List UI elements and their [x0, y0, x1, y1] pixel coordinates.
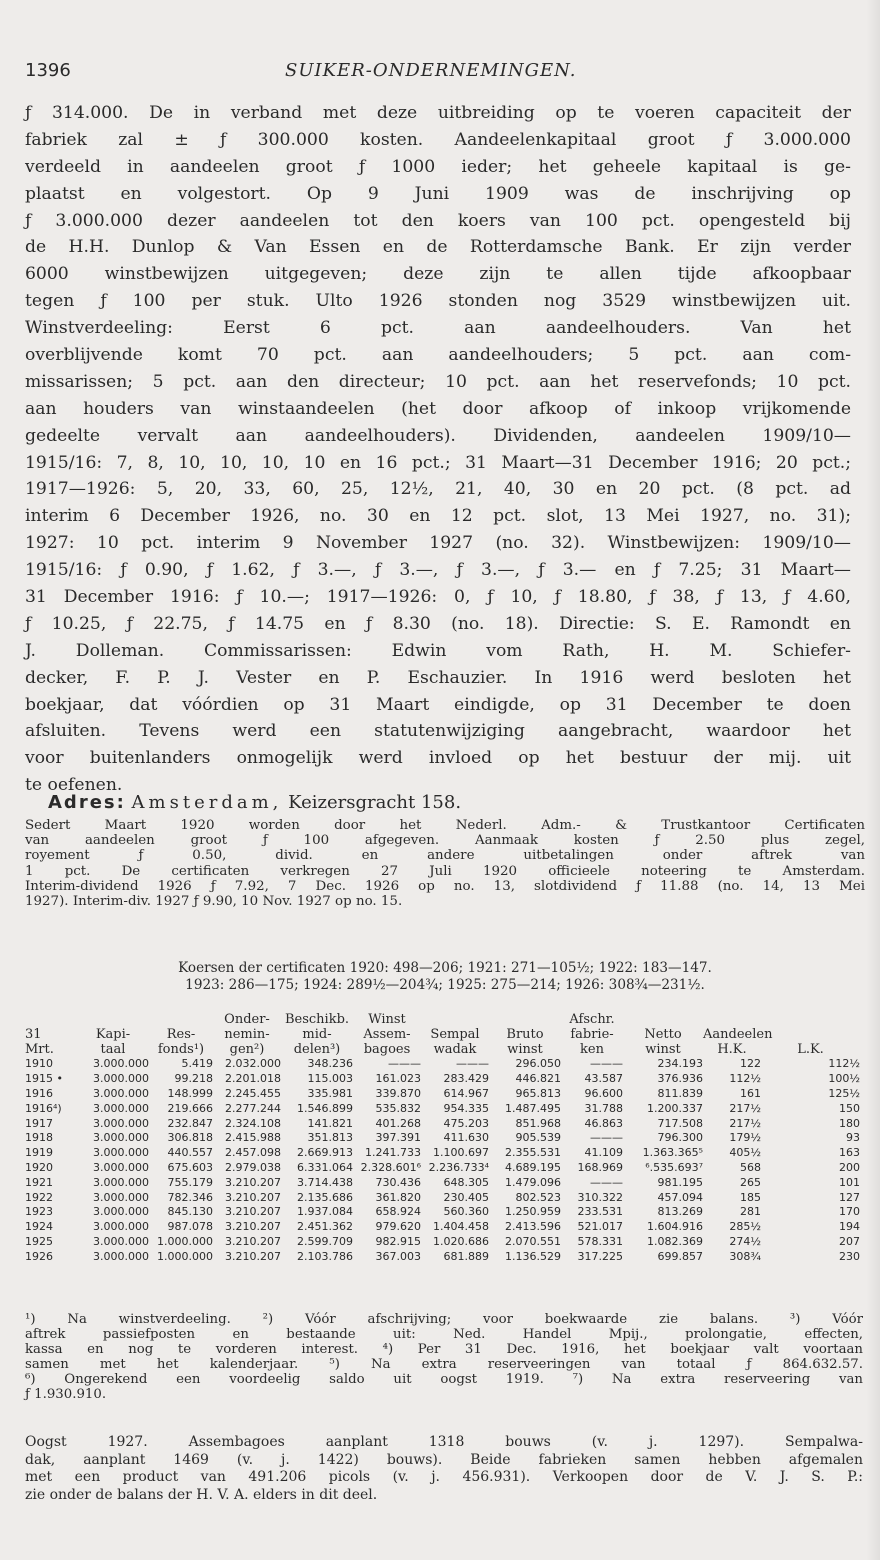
- table-cell: 2.245.455: [225, 1086, 281, 1100]
- table-cell: 1.937.084: [297, 1205, 353, 1219]
- table-cell: 755.179: [167, 1175, 213, 1189]
- table-cell: 401.268: [375, 1116, 421, 1130]
- table-cell: 41.109: [584, 1146, 623, 1160]
- text-line: Sedert Maart 1920 worden door het Nederl. Adm.- & Trustkantoor Certificaten: [25, 818, 865, 833]
- table-cell: 274½: [729, 1234, 761, 1248]
- table-cell: 141.821: [307, 1116, 353, 1130]
- table-cell: 2.103.786: [297, 1249, 353, 1263]
- column-header: Mrt.: [25, 1041, 54, 1057]
- table-cell: 578.331: [577, 1234, 623, 1248]
- table-cell: 802.523: [515, 1190, 561, 1204]
- table-cell: 3.210.207: [225, 1205, 281, 1219]
- table-cell: 180: [839, 1116, 860, 1130]
- table-cell: 905.539: [515, 1131, 561, 1145]
- column-header: fabrie-: [570, 1026, 614, 1042]
- table-cell: 351.813: [307, 1131, 353, 1145]
- table-cell: 283.429: [443, 1072, 489, 1086]
- table-cell: 699.857: [657, 1249, 703, 1263]
- table-cell: 2.979.038: [225, 1160, 281, 1174]
- column-header: [77, 1013, 149, 1028]
- table-cell: 1.363.365⁵: [642, 1146, 703, 1160]
- table-cell: 335.981: [307, 1086, 353, 1100]
- text-line: decker, F. P. J. Vester en P. Eschauzier. In 1916 werd besloten het: [25, 667, 851, 688]
- column-header: Bruto: [506, 1026, 544, 1042]
- table-cell: 2.669.913: [297, 1146, 353, 1160]
- row-year: 1925: [25, 1234, 53, 1248]
- table-cell: 982.915: [375, 1234, 421, 1248]
- table-row: [25, 1235, 860, 1250]
- table-cell: 3.000.000: [93, 1072, 149, 1086]
- table-cell: 560.360: [443, 1205, 489, 1219]
- table-row: [25, 1102, 860, 1117]
- text-line: gedeelte vervalt aan aandeelhouders). Dividenden, aandeelen 1909/10—: [25, 425, 851, 446]
- table-cell: 348.236: [307, 1057, 353, 1071]
- table-cell: 1.082.369: [647, 1234, 703, 1248]
- table-row: [25, 1161, 860, 1176]
- row-year: 1915 •: [25, 1072, 63, 1086]
- row-year: 1923: [25, 1205, 53, 1219]
- column-header: L.K.: [797, 1041, 824, 1057]
- table-cell: 3.210.207: [225, 1175, 281, 1189]
- column-header: Aandeelen: [703, 1026, 773, 1042]
- table-cell: 3.000.000: [93, 1249, 149, 1263]
- table-cell: 43.587: [584, 1072, 623, 1086]
- footnote-line: ¹) Na winstverdeeling. ²) Vóór afschrijving; voor boekwaarde zie balans. ³) Vóór: [25, 1312, 863, 1327]
- text-line: verdeeld in aandeelen groot ƒ 1000 ieder; het geheele kapitaal is ge-: [25, 156, 851, 177]
- table-body: [25, 1057, 860, 1264]
- column-header: Sempal: [430, 1026, 480, 1042]
- column-header: fonds¹): [157, 1041, 205, 1057]
- column-header: H.K.: [717, 1041, 747, 1057]
- column-header: [761, 1028, 860, 1043]
- table-cell: 150: [839, 1101, 860, 1115]
- row-year: 1917: [25, 1116, 53, 1130]
- page-number: 1396: [25, 60, 71, 81]
- column-header: bagoes: [363, 1041, 411, 1057]
- column-header: Beschikb.: [284, 1012, 350, 1027]
- column-header: [623, 1013, 703, 1028]
- table-row: [25, 1087, 860, 1102]
- table-row: [25, 1057, 860, 1072]
- table-row: [25, 1220, 860, 1235]
- table-cell: 3.714.438: [297, 1175, 353, 1189]
- table-header-row: [25, 1043, 860, 1058]
- table-row: [25, 1250, 860, 1265]
- table-cell: 161.023: [375, 1072, 421, 1086]
- table-cell: 568: [740, 1160, 761, 1174]
- table-cell: 614.967: [443, 1086, 489, 1100]
- text-line: zie onder de balans der H. V. A. elders in dit deel.: [25, 1486, 378, 1503]
- table-cell: 308¾: [729, 1249, 761, 1263]
- table-cell: 265: [740, 1175, 761, 1189]
- address-line: [48, 792, 461, 813]
- table-cell: 194: [839, 1220, 860, 1234]
- column-header: nemin-: [224, 1026, 270, 1042]
- text-line: ƒ 3.000.000 dezer aandeelen tot den koers van 100 pct. opengesteld bij: [25, 210, 851, 231]
- row-year: 1918: [25, 1131, 53, 1145]
- table-header-row: [25, 1028, 860, 1043]
- table-cell: 101: [839, 1175, 860, 1189]
- address-city: Amsterdam,: [131, 792, 283, 813]
- row-year: 1921: [25, 1175, 53, 1189]
- quotations-paragraph: [25, 960, 865, 994]
- table-cell: 46.863: [584, 1116, 623, 1130]
- column-header: winst: [645, 1041, 681, 1057]
- row-year: 1919: [25, 1146, 53, 1160]
- table-cell: 457.094: [657, 1190, 703, 1204]
- text-line: met een product van 491.206 picols (v. j. 456.931). Verkoopen door de V. J. S. P.:: [25, 1469, 863, 1485]
- text-line: tegen ƒ 100 per stuk. Ulto 1926 stonden nog 3529 winstbewijzen uit.: [25, 291, 851, 312]
- table-cell: 2.201.018: [225, 1072, 281, 1086]
- table-cell: 2.135.686: [297, 1190, 353, 1204]
- text-line: 6000 winstbewijzen uitgegeven; deze zijn te allen tijde afkoopbaar: [25, 264, 851, 285]
- table-cell: 730.436: [375, 1175, 421, 1189]
- table-cell: 361.820: [375, 1190, 421, 1204]
- table-cell: 3.000.000: [93, 1234, 149, 1248]
- table-cell: 207: [839, 1234, 860, 1248]
- table-cell: 2.457.098: [225, 1146, 281, 1160]
- text-line: Koersen der certificaten 1920: 498—206; 1921: 271—105½; 1922: 183—147.: [178, 960, 712, 976]
- table-cell: 232.847: [167, 1116, 213, 1130]
- table-cell: 2.413.596: [505, 1220, 561, 1234]
- table-cell: 115.003: [307, 1072, 353, 1086]
- table-cell: 813.269: [657, 1205, 703, 1219]
- column-header: [761, 1013, 860, 1028]
- table-cell: 851.968: [515, 1116, 561, 1130]
- table-cell: 811.839: [657, 1086, 703, 1100]
- table-cell: 1.546.899: [297, 1101, 353, 1115]
- column-header: [421, 1013, 489, 1028]
- table-cell: 658.924: [375, 1205, 421, 1219]
- table-cell: 367.003: [375, 1249, 421, 1263]
- table-cell: 163: [839, 1146, 860, 1160]
- table-cell: 230: [839, 1249, 860, 1263]
- text-line: de H.H. Dunlop & Van Essen en de Rotterdamsche Bank. Er zijn verder: [25, 237, 851, 258]
- table-cell: 168.969: [577, 1160, 623, 1174]
- table-cell: ———: [388, 1057, 421, 1071]
- text-line: afsluiten. Tevens werd een statutenwijziging aangebracht, waardoor het: [25, 721, 851, 742]
- table-cell: 681.889: [443, 1249, 489, 1263]
- table-cell: 521.017: [577, 1220, 623, 1234]
- table-row: [25, 1072, 860, 1087]
- text-line: fabriek zal ± ƒ 300.000 kosten. Aandeelenkapitaal groot ƒ 3.000.000: [25, 129, 851, 150]
- table-cell: 170: [839, 1205, 860, 1219]
- footnote-line: aftrek passiefposten en bestaande uit: Ned. Handel Mpij., prolongatie, effecten,: [25, 1327, 863, 1343]
- table-cell: 285½: [729, 1220, 761, 1234]
- table-cell: 2.415.988: [225, 1131, 281, 1145]
- table-cell: 219.666: [167, 1101, 213, 1115]
- table-cell: 93: [846, 1131, 860, 1145]
- table-cell: 1.241.733: [365, 1146, 421, 1160]
- table-cell: ———: [456, 1057, 489, 1071]
- text-line: aan houders van winstaandeelen (het door afkoop of inkoop vrijkomende: [25, 398, 851, 419]
- column-header: 31: [25, 1026, 42, 1042]
- table-cell: 2.451.362: [297, 1220, 353, 1234]
- table-cell: 31.788: [584, 1101, 623, 1115]
- text-line: ƒ 10.25, ƒ 22.75, ƒ 14.75 en ƒ 8.30 (no. 18). Directie: S. E. Ramondt en: [25, 613, 851, 634]
- table-cell: 979.620: [375, 1220, 421, 1234]
- column-header: wadak: [433, 1041, 477, 1057]
- text-line: Winstverdeeling: Eerst 6 pct. aan aandeelhouders. Van het: [25, 318, 851, 339]
- column-header: Afschr.: [569, 1012, 615, 1027]
- text-line: 31 December 1916: ƒ 10.—; 1917—1926: 0, ƒ 10, ƒ 18.80, ƒ 38, ƒ 13, ƒ 4.60,: [25, 587, 851, 608]
- table-cell: 339.870: [375, 1086, 421, 1100]
- text-line: te oefenen.: [25, 775, 123, 796]
- table-cell: 3.210.207: [225, 1234, 281, 1248]
- text-line: ƒ 314.000. De in verband met deze uitbreiding op te voeren capaciteit der: [25, 103, 851, 123]
- table-cell: 2.355.531: [505, 1146, 561, 1160]
- footnote-line: ƒ 1.930.910.: [25, 1387, 107, 1403]
- table-cell: ———: [590, 1057, 623, 1071]
- address-street: Keizersgracht 158.: [288, 792, 462, 813]
- table-cell: 125½: [828, 1086, 860, 1100]
- row-year: 1920: [25, 1160, 53, 1174]
- table-header-row: [25, 1013, 860, 1028]
- table-cell: 376.936: [657, 1072, 703, 1086]
- table-cell: 411.630: [443, 1131, 489, 1145]
- column-header: mid-: [302, 1026, 332, 1042]
- column-header: [149, 1013, 213, 1028]
- table-cell: 127: [839, 1190, 860, 1204]
- table-cell: 3.000.000: [93, 1205, 149, 1219]
- table-header: [25, 1013, 860, 1057]
- table-cell: 233.531: [577, 1205, 623, 1219]
- table-cell: 148.999: [167, 1086, 213, 1100]
- table-cell: 717.508: [657, 1116, 703, 1130]
- table-cell: 782.346: [167, 1190, 213, 1204]
- table-row: [25, 1117, 860, 1132]
- table-cell: 112½: [729, 1072, 761, 1086]
- table-cell: 954.335: [443, 1101, 489, 1115]
- table-cell: 475.203: [443, 1116, 489, 1130]
- table-cell: 96.600: [584, 1086, 623, 1100]
- table-cell: 6.331.064: [297, 1160, 353, 1174]
- table-cell: 446.821: [515, 1072, 561, 1086]
- table-cell: 1.487.495: [505, 1101, 561, 1115]
- table-cell: 4.689.195: [505, 1160, 561, 1174]
- table-cell: 3.210.207: [225, 1190, 281, 1204]
- table-cell: 405½: [729, 1146, 761, 1160]
- row-year: 1916: [25, 1086, 53, 1100]
- table-cell: 440.557: [167, 1146, 213, 1160]
- table-cell: 965.813: [515, 1086, 561, 1100]
- row-year: 1910: [25, 1057, 53, 1071]
- column-header: [25, 1013, 77, 1028]
- text-line: Oogst 1927. Assembagoes aanplant 1318 bouws (v. j. 1297). Sempalwa-: [25, 1434, 863, 1450]
- table-cell: 296.050: [515, 1057, 561, 1071]
- table-cell: ———: [590, 1175, 623, 1189]
- column-header: Kapi-: [95, 1026, 131, 1042]
- table-cell: 845.130: [167, 1205, 213, 1219]
- table-cell: 2.324.108: [225, 1116, 281, 1130]
- text-line: 1915/16: ƒ 0.90, ƒ 1.62, ƒ 3.—, ƒ 3.—, ƒ 3.—, ƒ 3.— en ƒ 7.25; 31 Maart—: [25, 560, 851, 581]
- column-header: Winst: [368, 1012, 406, 1027]
- text-line: plaatst en volgestort. Op 9 Juni 1909 was de inschrijving op: [25, 183, 851, 204]
- table-cell: 3.000.000: [93, 1146, 149, 1160]
- table-cell: 987.078: [167, 1220, 213, 1234]
- row-year: 1922: [25, 1190, 53, 1204]
- table-cell: 3.000.000: [93, 1086, 149, 1100]
- table-cell: 3.210.207: [225, 1220, 281, 1234]
- company-description: [25, 100, 851, 799]
- column-header: winst: [507, 1041, 543, 1057]
- financial-table: [25, 1013, 860, 1265]
- table-cell: 2.328.601⁶: [360, 1160, 421, 1174]
- text-line: Interim-dividend 1926 ƒ 7.92, 7 Dec. 1926 op no. 13, slotdividend ƒ 11.88 (no. 14, 13 Mei: [25, 878, 865, 894]
- table-row: [25, 1146, 860, 1161]
- column-header: Onder-: [224, 1012, 270, 1027]
- text-line: interim 6 December 1926, no. 30 en 12 pct. slot, 13 Mei 1927, no. 31);: [25, 506, 851, 527]
- table-cell: 185: [740, 1190, 761, 1204]
- table-cell: 2.599.709: [297, 1234, 353, 1248]
- text-line: 1915/16: 7, 8, 10, 10, 10, 10 en 16 pct.; 31 Maart—31 December 1916; 20 pct.;: [25, 452, 851, 473]
- text-line: royement ƒ 0.50, divid. en andere uitbetalingen onder aftrek van: [25, 848, 865, 864]
- column-header: Res-: [166, 1026, 196, 1042]
- column-header: [703, 1013, 761, 1028]
- table-cell: 5.419: [181, 1057, 213, 1071]
- text-line: J. Dolleman. Commissarissen: Edwin vom Rath, H. M. Schiefer-: [25, 640, 851, 661]
- table-cell: 3.000.000: [93, 1116, 149, 1130]
- address-label: Adres:: [48, 792, 126, 813]
- column-header: gen²): [229, 1041, 265, 1057]
- harvest-paragraph: [25, 1434, 863, 1504]
- text-line: 1927). Interim-div. 1927 ƒ 9.90, 10 Nov. 1927 op no. 15.: [25, 893, 403, 909]
- scan-edge-shadow: [866, 0, 880, 1560]
- column-header: Netto: [644, 1026, 682, 1042]
- table-cell: 2.277.244: [225, 1101, 281, 1115]
- table-cell: 2.032.000: [225, 1057, 281, 1071]
- table-cell: 3.000.000: [93, 1131, 149, 1145]
- table-cell: 200: [839, 1160, 860, 1174]
- table-cell: 281: [740, 1205, 761, 1219]
- table-cell: ⁶.535.693⁷: [645, 1160, 703, 1174]
- table-cell: 217½: [729, 1116, 761, 1130]
- footnote-line: samen met het kalenderjaar. ⁵) Na extra reserveeringen van totaal ƒ 864.632.57.: [25, 1357, 863, 1373]
- table-cell: 122: [740, 1057, 761, 1071]
- table-cell: 2.070.551: [505, 1234, 561, 1248]
- text-line: missarissen; 5 pct. aan den directeur; 10 pct. aan het reservefonds; 10 pct.: [25, 371, 851, 392]
- table-cell: ———: [590, 1131, 623, 1145]
- table-cell: 2.236.733⁴: [428, 1160, 489, 1174]
- text-line: voor buitenlanders onmogelijk werd invloed op het bestuur der mij. uit: [25, 748, 851, 769]
- table-cell: 981.195: [657, 1175, 703, 1189]
- table-cell: 112½: [828, 1057, 860, 1071]
- table-cell: 99.218: [174, 1072, 213, 1086]
- table-cell: 675.603: [167, 1160, 213, 1174]
- table-cell: 397.391: [375, 1131, 421, 1145]
- table-row: [25, 1176, 860, 1191]
- row-year: 1916⁴): [25, 1101, 62, 1115]
- text-line: overblijvende komt 70 pct. aan aandeelhouders; 5 pct. aan com-: [25, 345, 851, 366]
- column-header: ken: [580, 1041, 604, 1057]
- table-cell: 234.193: [657, 1057, 703, 1071]
- table-cell: 3.000.000: [93, 1220, 149, 1234]
- table-cell: 1.100.697: [433, 1146, 489, 1160]
- footnote-line: ⁶) Ongerekend een voordeelig saldo uit oogst 1919. ⁷) Na extra reserveering van: [25, 1372, 863, 1388]
- column-header: [489, 1013, 561, 1028]
- text-line: van aandeelen groot ƒ 100 afgegeven. Aanmaak kosten ƒ 2.50 plus zegel,: [25, 833, 865, 849]
- page-header: [25, 60, 855, 86]
- table-cell: 3.210.207: [225, 1249, 281, 1263]
- table-cell: 3.000.000: [93, 1190, 149, 1204]
- column-header: Assem-: [363, 1026, 411, 1042]
- table-row: [25, 1191, 860, 1206]
- column-header: delen³): [293, 1041, 341, 1057]
- table-cell: 310.322: [577, 1190, 623, 1204]
- table-cell: 161: [740, 1086, 761, 1100]
- table-cell: 1.604.916: [647, 1220, 703, 1234]
- table-cell: 535.832: [375, 1101, 421, 1115]
- row-year: 1926: [25, 1249, 53, 1263]
- text-line: 1917—1926: 5, 20, 33, 60, 25, 12½, 21, 40, 30 en 20 pct. (8 pct. ad: [25, 479, 851, 500]
- text-line: 1923: 286—175; 1924: 289½—204¾; 1925: 275—214; 1926: 308¾—231½.: [185, 977, 705, 993]
- table-cell: 179½: [729, 1131, 761, 1145]
- table-cell: 3.000.000: [93, 1160, 149, 1174]
- table-row: [25, 1131, 860, 1146]
- table-cell: 100½: [828, 1072, 860, 1086]
- table-cell: 1.404.458: [433, 1220, 489, 1234]
- table-cell: 1.200.337: [647, 1101, 703, 1115]
- table-cell: 1.479.096: [505, 1175, 561, 1189]
- text-line: 1927: 10 pct. interim 9 November 1927 (no. 32). Winstbewijzen: 1909/10—: [25, 533, 851, 554]
- running-title: SUIKER-ONDERNEMINGEN.: [285, 60, 577, 81]
- table-cell: 306.818: [167, 1131, 213, 1145]
- table-cell: 796.300: [657, 1131, 703, 1145]
- table-cell: 3.000.000: [93, 1101, 149, 1115]
- table-cell: 3.000.000: [93, 1175, 149, 1189]
- table-cell: 648.305: [443, 1175, 489, 1189]
- table-cell: 1.250.959: [505, 1205, 561, 1219]
- column-header: taal: [100, 1041, 126, 1057]
- table-cell: 1.020.686: [433, 1234, 489, 1248]
- text-line: 1 pct. De certificaten verkregen 27 Juli 1920 officieele noteering te Amsterdam.: [25, 863, 865, 879]
- table-footnotes: [25, 1312, 863, 1403]
- text-line: dak, aanplant 1469 (v. j. 1422) bouws). Beide fabrieken samen hebben afgemalen: [25, 1451, 863, 1468]
- table-cell: 1.136.529: [505, 1249, 561, 1263]
- table-cell: 217½: [729, 1101, 761, 1115]
- certificate-paragraph: [25, 818, 865, 909]
- text-line: boekjaar, dat vóórdien op 31 Maart eindigde, op 31 December te doen: [25, 694, 851, 715]
- table-row: [25, 1205, 860, 1220]
- row-year: 1924: [25, 1220, 53, 1234]
- table-cell: 3.000.000: [93, 1057, 149, 1071]
- footnote-line: kassa en nog te vorderen interest. ⁴) Per 31 Dec. 1916, het boekjaar valt voortaan: [25, 1342, 863, 1358]
- table-cell: 1.000.000: [157, 1234, 213, 1248]
- table-cell: 1.000.000: [157, 1249, 213, 1263]
- table-cell: 230.405: [443, 1190, 489, 1204]
- table-cell: 317.225: [577, 1249, 623, 1263]
